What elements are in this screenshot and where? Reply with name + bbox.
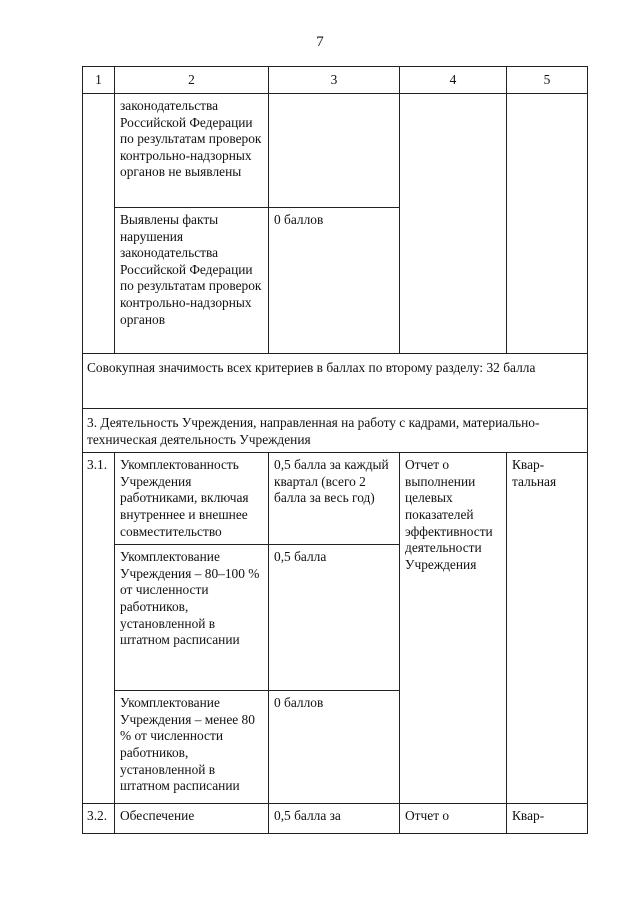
table-row [83, 453, 588, 545]
report-cell: Отчет о [400, 804, 507, 834]
score-cell: 0,5 балла за [269, 804, 400, 834]
score-cell: 0,5 балла [269, 545, 400, 691]
period-cell: Квар- [507, 804, 588, 834]
report-cell: Отчет о выполнении целевых показателей эффективности деятельности Учреждения [400, 453, 507, 804]
header-cell-5: 5 [507, 67, 588, 94]
header-cell-2: 2 [115, 67, 269, 94]
section-total: Совокупная значимость всех критериев в баллах по второму разделу: 32 балла [83, 354, 588, 409]
criterion-cell: Укомплектование Учреждения – 80–100 % от численности работников, установленной в штатном расписании [115, 545, 269, 691]
score-cell-empty [269, 94, 400, 208]
criteria-table [82, 66, 588, 834]
item-number: 3.1. [83, 453, 115, 804]
section-total-row [83, 354, 588, 409]
table-header-row [83, 67, 588, 94]
item-number: 3.2. [83, 804, 115, 834]
report-cell-empty [400, 94, 507, 354]
period-cell: Квар-тальная [507, 453, 588, 804]
header-cell-3: 3 [269, 67, 400, 94]
number-cell-empty [83, 94, 115, 354]
page-number: 7 [316, 34, 324, 50]
criterion-cell: Укомплектование Учреждения – менее 80 % от численности работников, установленной в штатном расписании [115, 691, 269, 804]
header-cell-1: 1 [83, 67, 115, 94]
criterion-cell: Обеспечение [115, 804, 269, 834]
header-cell-4: 4 [400, 67, 507, 94]
score-cell: 0 баллов [269, 208, 400, 354]
score-cell: 0,5 балла за каждый квартал (всего 2 балла за весь год) [269, 453, 400, 545]
period-cell-empty [507, 94, 588, 354]
criterion-cell: законодательства Российской Федерации по результатам проверок контрольно-надзорных органов не выявлены [115, 94, 269, 208]
section-title: 3. Деятельность Учреждения, направленная на работу с кадрами, материально-техническая деятельность Учреждения [83, 409, 588, 453]
criterion-cell: Выявлены факты нарушения законодательства Российской Федерации по результатам проверок контрольно-надзорных органов [115, 208, 269, 354]
table-row [83, 94, 588, 208]
section-title-row [83, 409, 588, 453]
table-row [83, 804, 588, 834]
score-cell: 0 баллов [269, 691, 400, 804]
criterion-cell: Укомплектованность Учреждения работниками, включая внутреннее и внешнее совместительство [115, 453, 269, 545]
